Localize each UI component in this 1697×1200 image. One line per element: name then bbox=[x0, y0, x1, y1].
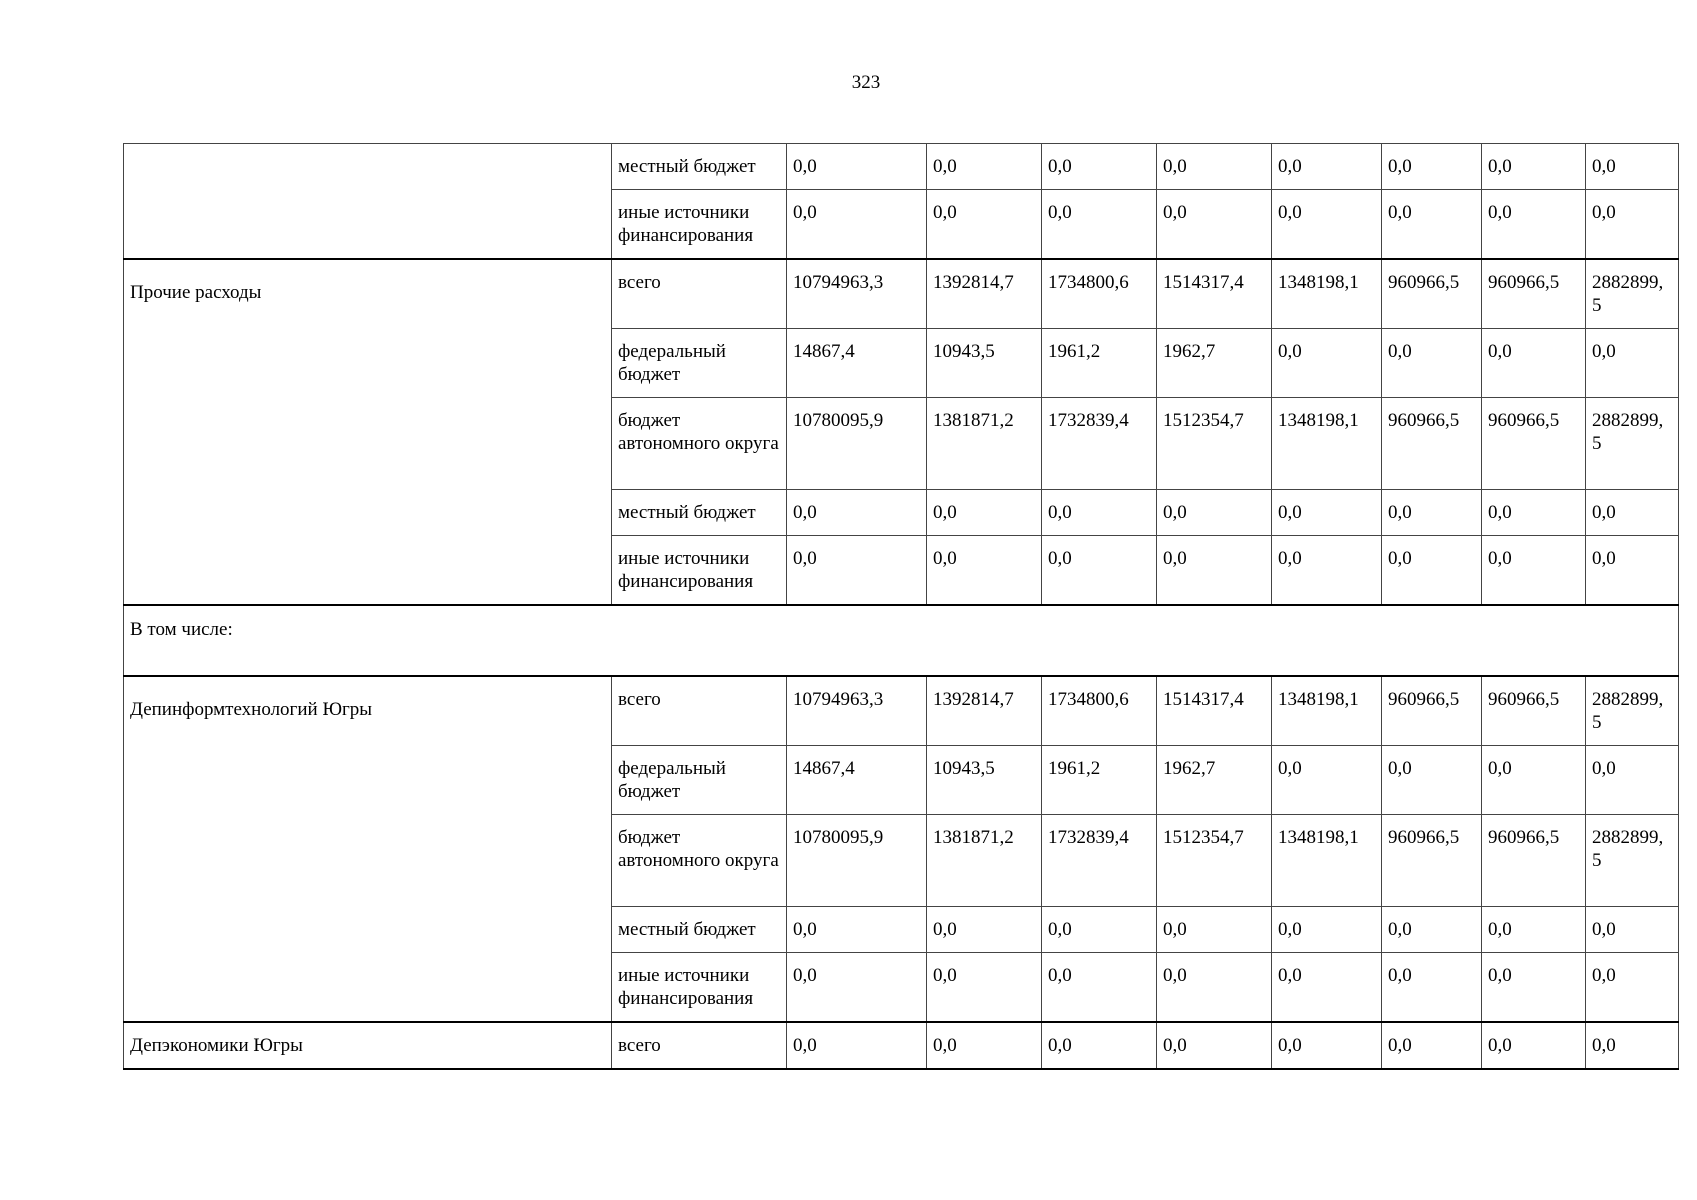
value-cell: 960966,5 bbox=[1482, 398, 1586, 490]
value-cell: 0,0 bbox=[1042, 144, 1157, 190]
source-cell: федеральный бюджет bbox=[612, 329, 787, 398]
value-cell: 0,0 bbox=[1157, 953, 1272, 1023]
value-cell: 0,0 bbox=[927, 490, 1042, 536]
value-cell: 0,0 bbox=[1586, 144, 1679, 190]
program-name-cell: Депэкономики Югры bbox=[124, 1022, 612, 1069]
value-cell: 0,0 bbox=[1482, 536, 1586, 606]
source-cell: бюджет автономного округа bbox=[612, 398, 787, 490]
value-cell: 10780095,9 bbox=[787, 815, 927, 907]
value-cell: 0,0 bbox=[787, 536, 927, 606]
value-cell: 1512354,7 bbox=[1157, 398, 1272, 490]
value-cell: 0,0 bbox=[787, 490, 927, 536]
value-cell: 0,0 bbox=[1042, 536, 1157, 606]
value-cell: 0,0 bbox=[1382, 1022, 1482, 1069]
value-cell: 0,0 bbox=[1272, 190, 1382, 260]
value-cell: 0,0 bbox=[1482, 490, 1586, 536]
value-cell: 0,0 bbox=[787, 1022, 927, 1069]
value-cell: 1392814,7 bbox=[927, 259, 1042, 329]
value-cell: 0,0 bbox=[1586, 953, 1679, 1023]
value-cell: 1734800,6 bbox=[1042, 259, 1157, 329]
value-cell: 0,0 bbox=[927, 190, 1042, 260]
value-cell: 0,0 bbox=[1157, 536, 1272, 606]
value-cell: 0,0 bbox=[1586, 190, 1679, 260]
value-cell: 0,0 bbox=[1586, 1022, 1679, 1069]
value-cell: 960966,5 bbox=[1382, 398, 1482, 490]
value-cell: 0,0 bbox=[1272, 953, 1382, 1023]
value-cell: 0,0 bbox=[1482, 329, 1586, 398]
value-cell: 0,0 bbox=[1272, 144, 1382, 190]
source-cell: местный бюджет bbox=[612, 907, 787, 953]
value-cell: 0,0 bbox=[787, 953, 927, 1023]
value-cell: 0,0 bbox=[1482, 144, 1586, 190]
value-cell: 0,0 bbox=[1482, 1022, 1586, 1069]
source-cell: иные источники финансирования bbox=[612, 953, 787, 1023]
value-cell: 1348198,1 bbox=[1272, 676, 1382, 746]
value-cell: 0,0 bbox=[1272, 907, 1382, 953]
value-cell: 10794963,3 bbox=[787, 259, 927, 329]
section-label: В том числе: bbox=[124, 605, 1679, 676]
value-cell: 0,0 bbox=[1157, 144, 1272, 190]
value-cell: 0,0 bbox=[1272, 746, 1382, 815]
value-cell: 14867,4 bbox=[787, 746, 927, 815]
value-cell: 0,0 bbox=[1482, 907, 1586, 953]
program-name-cell: Депинформтехнологий Югры bbox=[124, 676, 612, 1022]
value-cell: 0,0 bbox=[1586, 490, 1679, 536]
value-cell: 1961,2 bbox=[1042, 746, 1157, 815]
table-row bbox=[124, 259, 1679, 329]
value-cell: 10780095,9 bbox=[787, 398, 927, 490]
source-cell: иные источники финансирования bbox=[612, 536, 787, 606]
value-cell: 960966,5 bbox=[1382, 676, 1482, 746]
value-cell: 0,0 bbox=[1586, 746, 1679, 815]
value-cell: 0,0 bbox=[1382, 144, 1482, 190]
value-cell: 960966,5 bbox=[1482, 259, 1586, 329]
value-cell: 1961,2 bbox=[1042, 329, 1157, 398]
source-cell: иные источники финансирования bbox=[612, 190, 787, 260]
value-cell: 0,0 bbox=[927, 1022, 1042, 1069]
value-cell: 0,0 bbox=[1042, 1022, 1157, 1069]
value-cell: 0,0 bbox=[927, 907, 1042, 953]
value-cell: 1512354,7 bbox=[1157, 815, 1272, 907]
value-cell: 1514317,4 bbox=[1157, 259, 1272, 329]
value-cell: 10794963,3 bbox=[787, 676, 927, 746]
value-cell: 0,0 bbox=[1272, 490, 1382, 536]
source-cell: всего bbox=[612, 676, 787, 746]
program-name-cell bbox=[124, 144, 612, 260]
value-cell: 1381871,2 bbox=[927, 815, 1042, 907]
value-cell: 0,0 bbox=[1586, 536, 1679, 606]
value-cell: 0,0 bbox=[1382, 329, 1482, 398]
source-cell: местный бюджет bbox=[612, 144, 787, 190]
value-cell: 2882899,5 bbox=[1586, 815, 1679, 907]
source-cell: бюджет автономного округа bbox=[612, 815, 787, 907]
value-cell: 0,0 bbox=[927, 953, 1042, 1023]
value-cell: 0,0 bbox=[1382, 953, 1482, 1023]
value-cell: 2882899,5 bbox=[1586, 676, 1679, 746]
value-cell: 0,0 bbox=[1042, 490, 1157, 536]
value-cell: 1962,7 bbox=[1157, 329, 1272, 398]
table-row bbox=[124, 676, 1679, 746]
source-cell: федеральный бюджет bbox=[612, 746, 787, 815]
value-cell: 0,0 bbox=[1382, 490, 1482, 536]
value-cell: 0,0 bbox=[1272, 329, 1382, 398]
table-row bbox=[124, 144, 1679, 190]
value-cell: 10943,5 bbox=[927, 746, 1042, 815]
value-cell: 1514317,4 bbox=[1157, 676, 1272, 746]
source-cell: местный бюджет bbox=[612, 490, 787, 536]
value-cell: 0,0 bbox=[1042, 953, 1157, 1023]
value-cell: 0,0 bbox=[927, 144, 1042, 190]
value-cell: 10943,5 bbox=[927, 329, 1042, 398]
table-row bbox=[124, 1022, 1679, 1069]
value-cell: 0,0 bbox=[1272, 1022, 1382, 1069]
page-number: 323 bbox=[851, 72, 881, 93]
value-cell: 0,0 bbox=[1586, 907, 1679, 953]
value-cell: 0,0 bbox=[1482, 953, 1586, 1023]
value-cell: 1734800,6 bbox=[1042, 676, 1157, 746]
source-cell: всего bbox=[612, 1022, 787, 1069]
source-cell: всего bbox=[612, 259, 787, 329]
value-cell: 0,0 bbox=[1382, 746, 1482, 815]
value-cell: 960966,5 bbox=[1382, 259, 1482, 329]
value-cell: 2882899,5 bbox=[1586, 398, 1679, 490]
budget-table bbox=[123, 143, 1679, 1070]
section-row bbox=[124, 605, 1679, 676]
value-cell: 0,0 bbox=[1042, 190, 1157, 260]
value-cell: 1381871,2 bbox=[927, 398, 1042, 490]
value-cell: 0,0 bbox=[1382, 907, 1482, 953]
value-cell: 1732839,4 bbox=[1042, 815, 1157, 907]
program-name-cell: Прочие расходы bbox=[124, 259, 612, 605]
value-cell: 1348198,1 bbox=[1272, 815, 1382, 907]
value-cell: 0,0 bbox=[1157, 1022, 1272, 1069]
value-cell: 0,0 bbox=[787, 190, 927, 260]
value-cell: 14867,4 bbox=[787, 329, 927, 398]
value-cell: 0,0 bbox=[1382, 190, 1482, 260]
value-cell: 0,0 bbox=[1157, 490, 1272, 536]
value-cell: 960966,5 bbox=[1482, 676, 1586, 746]
value-cell: 1348198,1 bbox=[1272, 398, 1382, 490]
value-cell: 0,0 bbox=[1382, 536, 1482, 606]
value-cell: 1962,7 bbox=[1157, 746, 1272, 815]
value-cell: 0,0 bbox=[1272, 536, 1382, 606]
value-cell: 1392814,7 bbox=[927, 676, 1042, 746]
value-cell: 0,0 bbox=[1482, 190, 1586, 260]
value-cell: 0,0 bbox=[1042, 907, 1157, 953]
value-cell: 0,0 bbox=[787, 144, 927, 190]
value-cell: 2882899,5 bbox=[1586, 259, 1679, 329]
value-cell: 0,0 bbox=[927, 536, 1042, 606]
value-cell: 960966,5 bbox=[1382, 815, 1482, 907]
value-cell: 0,0 bbox=[787, 907, 927, 953]
value-cell: 1348198,1 bbox=[1272, 259, 1382, 329]
value-cell: 0,0 bbox=[1586, 329, 1679, 398]
value-cell: 1732839,4 bbox=[1042, 398, 1157, 490]
value-cell: 0,0 bbox=[1157, 907, 1272, 953]
value-cell: 0,0 bbox=[1482, 746, 1586, 815]
value-cell: 960966,5 bbox=[1482, 815, 1586, 907]
value-cell: 0,0 bbox=[1157, 190, 1272, 260]
